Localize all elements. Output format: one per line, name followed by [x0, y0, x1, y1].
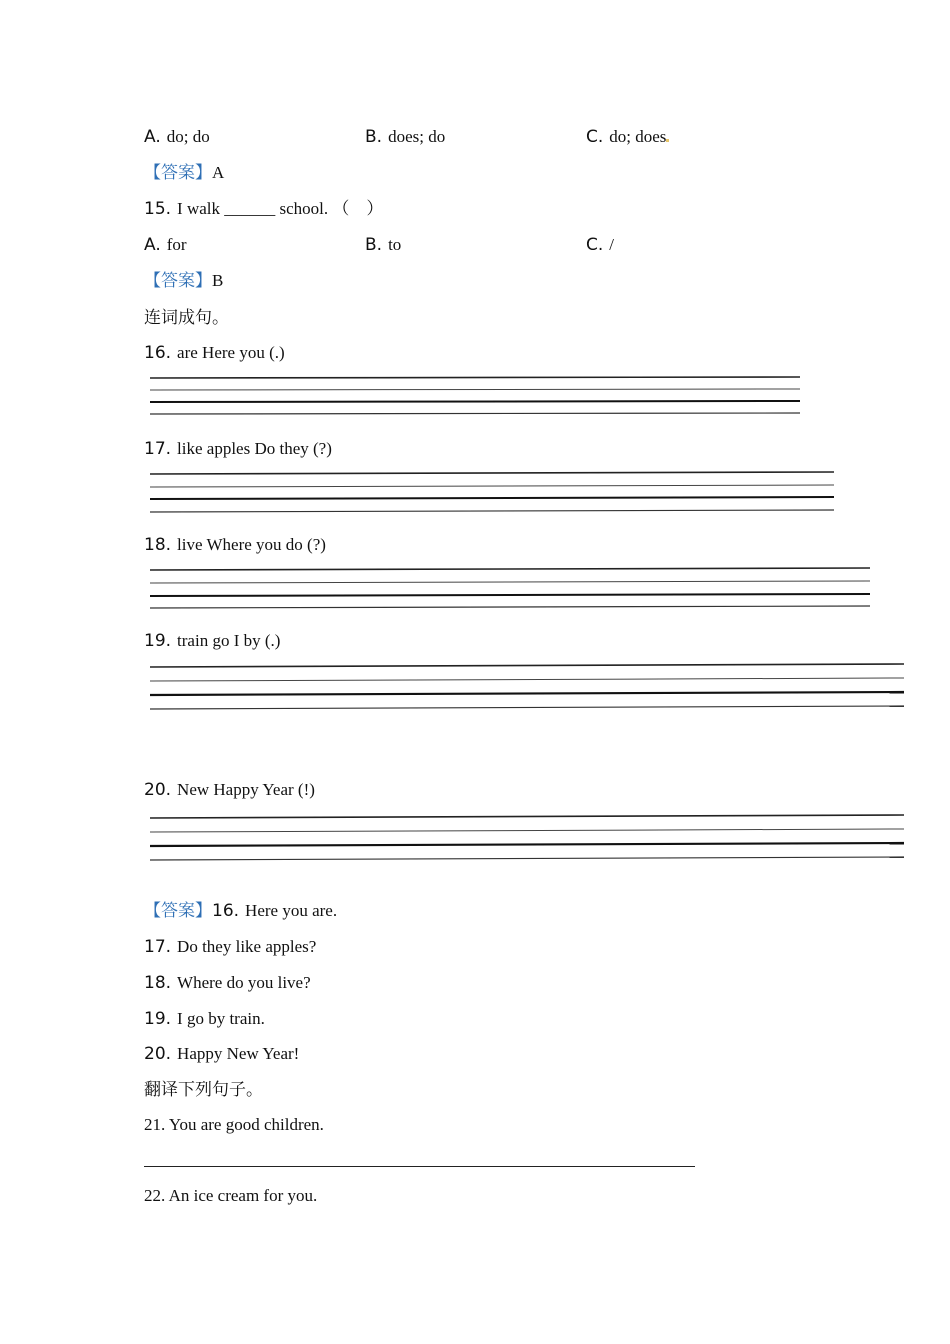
q14-option-b: B. does; do	[365, 127, 446, 147]
q16-writing-lines[interactable]	[150, 372, 802, 420]
q19-writing-lines[interactable]	[150, 660, 906, 712]
q20-writing-lines[interactable]	[150, 810, 906, 862]
highlight-mark	[666, 139, 669, 142]
q21-question: 21. You are good children.	[144, 1115, 324, 1134]
q15-option-b: B. to	[365, 235, 402, 255]
q17-question: 17. like apples Do they (?)	[144, 439, 332, 459]
q15-answer: 【答案】B	[144, 271, 224, 291]
q15-question: 15. I walk ______ school. （ ）	[144, 199, 384, 219]
q18-writing-lines[interactable]	[150, 564, 872, 612]
answer-18: 18. Where do you live?	[144, 973, 311, 993]
q15-option-a: A. for	[144, 235, 187, 255]
answer-16: 【答案】16. Here you are.	[144, 901, 338, 921]
section-heading-translate: 翻译下列句子。	[144, 1080, 263, 1100]
q14-option-a: A. do; do	[144, 127, 210, 147]
q22-question: 22. An ice cream for you.	[144, 1186, 318, 1205]
answer-20: 20. Happy New Year!	[144, 1044, 300, 1064]
q14-option-c: C. do; does	[586, 126, 669, 148]
q19-question: 19. train go I by (.)	[144, 631, 281, 651]
answer-19: 19. I go by train.	[144, 1009, 265, 1029]
q16-question: 16. are Here you (.)	[144, 343, 285, 363]
q20-question: 20. New Happy Year (!)	[144, 780, 315, 800]
q18-question: 18. live Where you do (?)	[144, 535, 326, 555]
q14-answer: 【答案】A	[144, 163, 225, 183]
q21-answer-line[interactable]	[144, 1166, 695, 1167]
q15-option-c: C. /	[586, 235, 615, 255]
q17-writing-lines[interactable]	[150, 468, 836, 516]
answer-17: 17. Do they like apples?	[144, 937, 317, 957]
section-heading-reorder: 连词成句。	[144, 308, 229, 328]
